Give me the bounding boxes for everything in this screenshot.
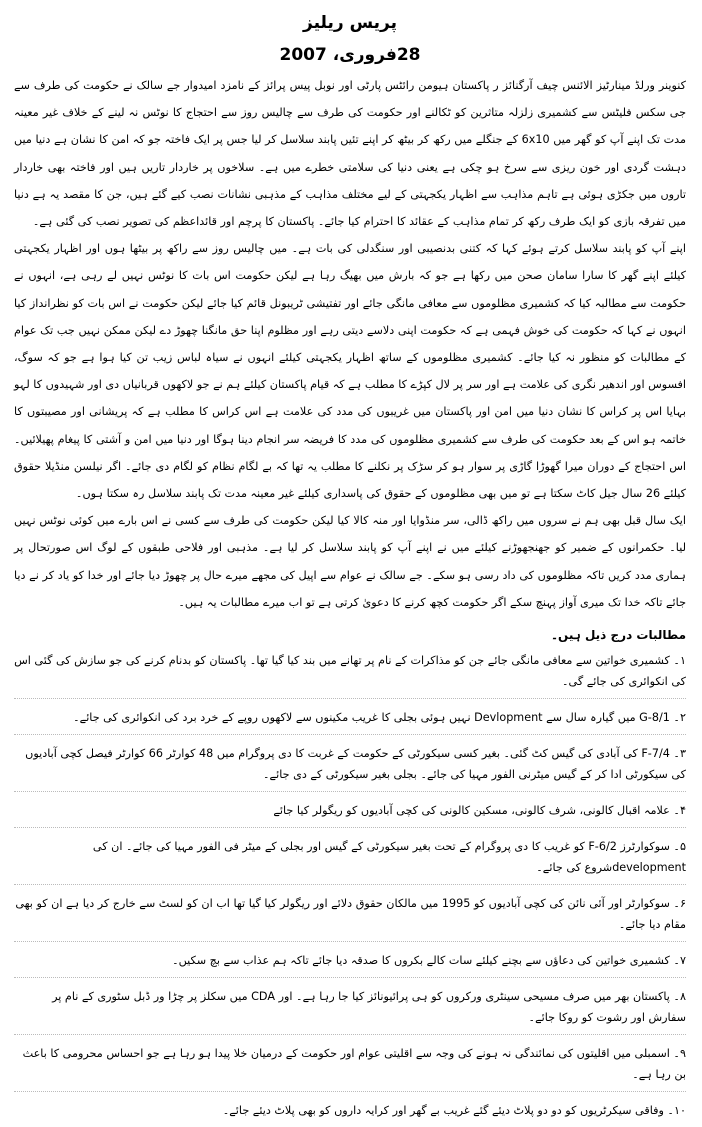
list-item: ۶۔ سوکوارٹر اور آئی نائن کی کچی آبادیوں کو 1995 میں مالکان حقوق دلائے اور ریگولر کیا گیا تھا اب ان کو لسٹ سے خارج کر دیا ہے ان کو بھی مقام دیا جائے۔ — [14, 893, 686, 942]
list-item: ۹۔ اسمبلی میں اقلیتوں کی نمائندگی نہ ہونے کی وجہ سے اقلیتی عوام اور حکومت کے درمیان خلا پیدا ہو رہا ہے جو احساس محرومی کا باعث بن رہا ہے۔ — [14, 1043, 686, 1092]
list-item: ۳۔ F-7/4 کی آبادی کی گیس کٹ گئی۔ بغیر کسی سیکورٹی کے حکومت کے غربت کا دی پروگرام میں 48 کوارٹر 66 کوارٹر فیصل کچی آبادیوں کی سیکورٹی ادا کر کے گیس میٹرنی الفور مہیا کی جائے۔ بجلی بغیر سیکورٹی کے دی جائے۔ — [14, 743, 686, 792]
list-item: ۵۔ سوکوارٹرز F-6/2 کو غریب کا دی پروگرام کے تحت بغیر سیکورٹی کے گیس اور بجلی کے میٹر فی الفور مہیا کی جائے۔ ان کی developmentشروع کی جائے۔ — [14, 836, 686, 885]
list-item: ۱۔ کشمیری خواتین سے معافی مانگی جائے جن کو مذاکرات کے نام پر تھانے میں بند کیا گیا تھا۔ پاکستان کو بدنام کرنے کی جو سازش کی گئی اس کی انکوائری کی جائے گی۔ — [14, 650, 686, 699]
document-date: 28فروری، 2007 — [279, 45, 421, 65]
document-title: پریس ریلیز — [303, 13, 397, 33]
paragraph: ایک سال قبل بھی ہم نے سروں میں راکھ ڈالی، سر منڈوایا اور منہ کالا کیا لیکن حکومت کی طرف سے کسی نے اس بارے میں کوئی نوٹس نہیں لیا۔ حکمرانوں کے ضمیر کو جھنجھوڑنے کیلئے میں نے اپنے آپ کو پابند سلاسل کر لیا ہے۔ مذہبی اور فلاحی طبقوں کے لوگ اس صورتحال پر ہماری مدد کریں تاکہ مظلوموں کی داد رسی ہو سکے۔ جے سالک نے عوام سے اپیل کی مجھے میرے حال پر چھوڑ دیا جائے اور خدا کو یاد کر نے دیا جائے تاکہ خدا تک میری آواز پہنچ سکے اگر حکومت کچھ کرنے کا دعویٰ کرتی ہے تو اب میرے مطالبات یہ ہیں۔ — [14, 514, 686, 609]
list-item: ۲۔ G-8/1 میں گیارہ سال سے Devlopment نہیں ہوئی بجلی کا غریب مکینوں سے لاکھوں روپے کے خرد برد کی انکوائری کی جائے۔ — [14, 707, 686, 735]
demands-heading: مطالبات درج ذیل ہیں۔ — [551, 628, 686, 643]
paragraph: اپنے آپ کو پابند سلاسل کرتے ہوئے کہا کہ کتنی بدنصیبی اور سنگدلی کی بات ہے۔ میں چالیس روز سے راکھ پر بیٹھا ہوں اور اظہار یکجہتی کیلئے اپنے گھر کا سارا سامان صحن میں رکھا ہے جو کہ بارش میں بھیگ رہا ہے لیکن حکومت اس بات کا نوٹس نہیں لے رہی ہے، انہوں نے حکومت سے مطالبہ کیا کہ کشمیری مظلوموں سے معافی مانگی جائے اور تفتیشی ٹریبونل قائم کیا جائے لیکن حکومت نے اس بات کو نظرانداز کیا انہوں نے کہا کہ حکومت کی خوش فہمی ہے کہ حکومت اپنی دلاسے دیتی رہے اور مظلوم اپنا حق مانگنا چھوڑ دے لیکن ممکن نہیں جب تک عوام کے مطالبات کو منظور نہ کیا جائے۔ کشمیری مظلوموں کے ساتھ اظہار یکجہتی کیلئے انہوں نے سیاہ لباس زیب تن کیا ہوا ہے جو کہ سوگ، افسوس اور اندھیر نگری کی علامت ہے اور سر پر لال کپڑے کا مطلب ہے کہ قیام پاکستان کیلئے ہم نے جو لاکھوں قربانیاں دی اور شہیدوں کا لہو بہایا اس پر کراس کا نشان دنیا میں امن اور پاکستان میں غریبوں کی مدد کی علامت ہے اس کراس کا مطلب ہے کہ پریشانی اور مصیبتوں کا خاتمہ ہو اس کے بعد حکومت کی طرف سے کشمیری مظلوموں کی مدد کا فریضہ سر انجام دینا ہوگا اور دنیا میں امن و آشتی کا پیغام پھیلائیں۔ اس احتجاج کے دوران میرا گھوڑا گاڑی پر سوار ہو کر سڑک پر نکلنے کا مطلب یہ تھا کہ بے لگام نظام کو لگام دی جائے۔ اگر نیلسن منڈیلا حقوق کیلئے 26 سال جیل کاٹ سکتا ہے تو میں بھی مظلوموں کے حقوق کی پاسداری کیلئے غیر معینہ مدت تک پابند سلاسل رہ سکتا ہوں۔ — [13, 242, 686, 501]
list-item: ۷۔ کشمیری خواتین کی دعاؤں سے بچنے کیلئے سات کالے بکروں کا صدقہ دیا جائے تاکہ ہم عذاب سے بچ سکیں۔ — [14, 950, 686, 978]
list-item: ۱۰۔ وفاقی سیکرٹریوں کو دو دو پلاٹ دیئے گئے غریب بے گھر اور کرایہ داروں کو بھی پلاٹ دیئے جائے۔ — [222, 1104, 686, 1118]
list-item: ۸۔ پاکستان بھر میں صرف مسیحی سینٹری ورکروں کو ہی پرائیونائز کیا جا رہا ہے۔ اور CDA میں سکلز پر چڑا ور ڈبل سٹوری کے نام پر سفارش اور رشوت کو روکا جائے۔ — [14, 986, 686, 1035]
demands-list — [14, 650, 686, 1127]
list-item: ۴۔ علامہ اقبال کالونی، شرف کالونی، مسکین کالونی کی کچی آبادیوں کو ریگولر کیا جائے — [14, 800, 686, 828]
paragraph: کنوینر ورلڈ مینارٹیز الائنس چیف آرگنائز ر پاکستان ہیومن رائٹس پارٹی اور نوبل پیس پرائز کے نامزد امیدوار جے سالک نے حکومت کی طرف سے جی سکس فلیٹس سے کشمیری زلزلہ متاثرین کو ٹکالنے اور حکومت کی طرف سے چالیس روز سے احتجاج کا نوٹس نہ لینے کے خلاف غیر معینہ مدت تک اپنے آپ کو گھر میں 6x10 کے جنگلے میں رکھ کر بیٹھ کر اپنے تئیں پابند سلاسل کر لیا جس پر ایک فاختہ جو کہ امن کا نشان ہے دنیا میں دہشت گردی اور خون ریزی سے سرخ ہو چکی ہے یعنی دنیا کی سلامتی خطرے میں ہے۔ سلاخوں پر خاردار تاریں ہیں اور فاختہ بھی خاردار تاروں میں جکڑی ہوئی ہے تاہم مذاہب سے اظہار یکجہتی کے لیے مختلف مذاہب کے مذہبی نشانات نصب کیے گئے ہیں، جن کا مقصد یہ ہے دنیا میں تفرقہ بازی کو ایک طرف رکھ کر تمام مذاہب کے عقائد کا احترام کیا جائے۔ پاکستان کا پرچم اور قائداعظم کی تصویر نصب کی گئی ہے۔ — [14, 79, 686, 229]
